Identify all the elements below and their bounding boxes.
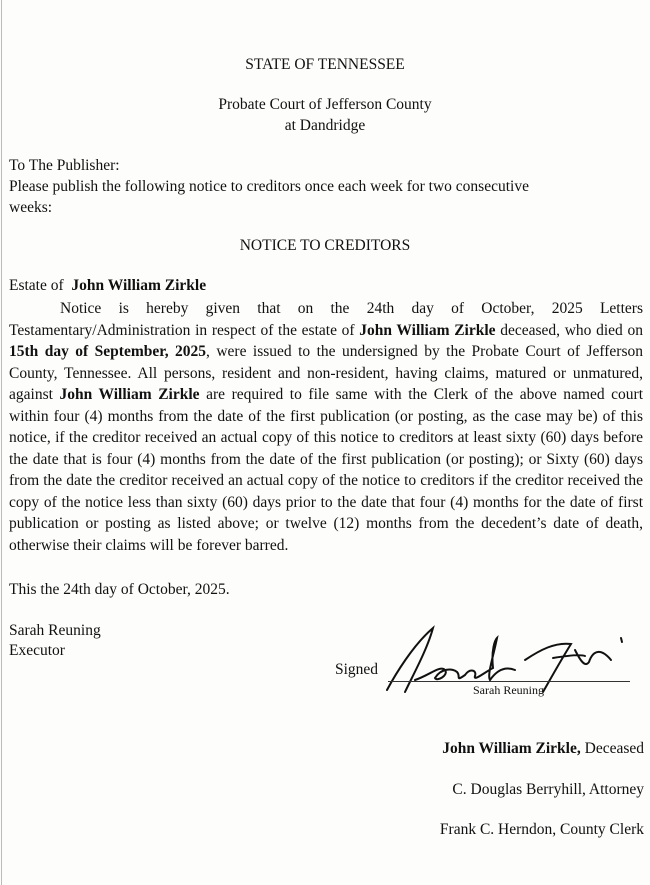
dated-line: This the 24th day of October, 2025. — [9, 581, 230, 598]
court-location: at Dandridge — [284, 117, 366, 134]
state-heading: STATE OF TENNESSEE — [245, 56, 405, 73]
deceased-line — [442, 740, 644, 758]
decedent-name-1: John William Zirkle — [359, 321, 496, 339]
estate-name: John William Zirkle — [71, 277, 207, 294]
executor-role: Executor — [9, 642, 65, 659]
publish-request-line2: weeks: — [9, 199, 53, 216]
publish-request-line1: Please publish the following notice to creditors once each week for two consecutive — [9, 178, 529, 195]
estate-label: Estate of — [9, 277, 64, 294]
notice-body — [9, 298, 643, 556]
clerk-line: Frank C. Herndon, County Clerk — [439, 821, 644, 838]
salutation: To The Publisher: — [9, 157, 120, 174]
notice-body-part4: are required to file same with the Clerk of the above named court within four (4) months from the date of the first publication (or posting, as the case may be) of this notice, if the creditor received an actual copy of this notice to creditors at least sixty (60) days before the date that is four (4) months from the date of the first publication (or posting); or Sixty (60) days from the date the creditor received an actual copy of the notice to creditors if the creditor received the copy of the notice less than sixty (60) days prior to the date that four (4) months for the date of first publication or posting as listed above; or twelve (12) months from the decedent’s date of death, otherwise their claims will be forever barred. — [9, 386, 643, 554]
deceased-name: John William Zirkle, — [442, 740, 581, 757]
estate-line — [9, 277, 206, 295]
signature-printed-name: Sarah Reuning — [473, 683, 544, 697]
notice-body-part2: deceased, who died on — [495, 321, 643, 339]
death-date: 15th day of September, 2025 — [9, 343, 207, 360]
signed-label: Signed — [335, 661, 379, 678]
decedent-name-2: John William Zirkle — [59, 386, 200, 403]
signature-line — [388, 681, 630, 682]
notice-body-part1: Notice is hereby given that on the 24th day of October, 2025 Letters Testamentary/Administration in respect of the estate of — [9, 300, 643, 339]
notice-body-part3: , were issued to the undersigned by the Probate Court of Jefferson County, Tennessee. All persons, resident and non-resident, having claims, matured or unmatured, against — [9, 343, 643, 403]
attorney-line: C. Douglas Berryhill, Attorney — [452, 781, 644, 798]
deceased-suffix: Deceased — [580, 740, 644, 757]
court-heading: Probate Court of Jefferson County — [218, 96, 432, 113]
executor-name: Sarah Reuning — [9, 622, 101, 639]
notice-title: NOTICE TO CREDITORS — [239, 237, 411, 254]
